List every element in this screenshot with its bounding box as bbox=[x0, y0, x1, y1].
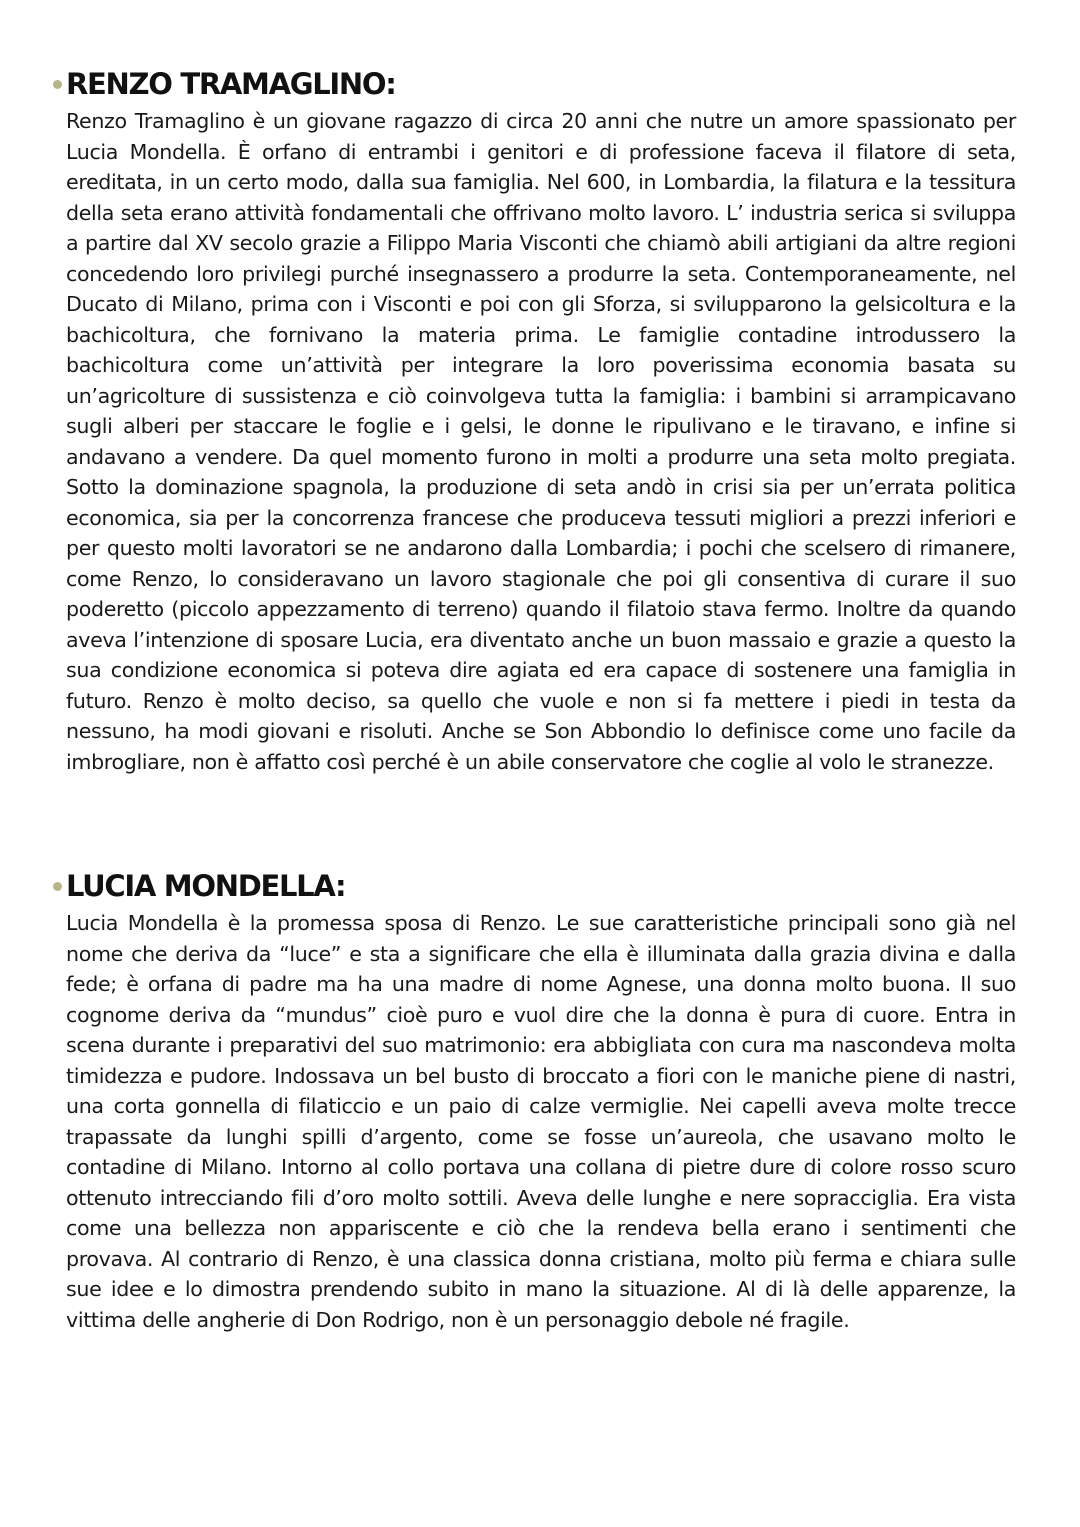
heading-text: RENZO TRAMAGLINO: bbox=[66, 67, 396, 101]
bullet-dot-icon bbox=[53, 882, 62, 891]
section-renzo-tramaglino bbox=[66, 64, 1016, 777]
section-heading bbox=[66, 866, 1016, 906]
section-lucia-mondella bbox=[66, 866, 1016, 1335]
section-body-text: Renzo Tramaglino è un giovane ragazzo di circa 20 anni che nutre un amore spassionato per Lucia Mondella. È orfano di entrambi i genitori e di professione faceva il filatore di seta, ereditata, in un certo modo, dalla sua famiglia. Nel 600, in Lombardia, la filatura e la tessitura della seta erano attività fondamentali che offrivano molto lavoro. L’ industria serica si sviluppa a partire dal XV secolo grazie a Filippo Maria Visconti che chiamò abili artigiani da altre regioni concedendo loro privilegi purché insegnassero a produrre la seta. Contemporaneamente, nel Ducato di Milano, prima con i Visconti e poi con gli Sforza, si svilupparono la gelsicoltura e la bachicoltura, che fornivano la materia prima. Le famiglie contadine introdussero la bachicoltura come un’attività per integrare la loro poverissima economia basata su un’agricolture di sussistenza e ciò coinvolgeva tutta la famiglia: i bambini si arrampicavano sugli alberi per staccare le foglie e i gelsi, le donne le ripulivano e le tiravano, e infine si andavano a vendere. Da quel momento furono in molti a produrre una seta molto pregiata. Sotto la dominazione spagnola, la produzione di seta andò in crisi sia per un’errata politica economica, sia per la concorrenza francese che produceva tessuti migliori a prezzi inferiori e per questo molti lavoratori se ne andarono dalla Lombardia; i pochi che scelsero di rimanere, come Renzo, lo consideravano un lavoro stagionale che poi gli consentiva di curare il suo poderetto (piccolo appezzamento di terreno) quando il filatoio stava fermo. Inoltre da quando aveva l’intenzione di sposare Lucia, era diventato anche un buon massaio e grazie a questo la sua condizione economica si poteva dire agiata ed era capace di sostenere una famiglia in futuro. Renzo è molto deciso, sa quello che vuole e non si fa mettere i piedi in testa da nessuno, ha modi giovani e risoluti. Anche se Son Abbondio lo definisce come uno facile da imbrogliare, non è affatto così perché è un abile conservatore che coglie al volo le stranezze. bbox=[66, 109, 1016, 774]
section-body-text: Lucia Mondella è la promessa sposa di Renzo. Le sue caratteristiche principali sono già nel nome che deriva da “luce” e sta a significare che ella è illuminata dalla grazia divina e dalla fede; è orfana di padre ma ha una madre di nome Agnese, una donna molto buona. Il suo cognome deriva da “mundus” cioè puro e vuol dire che la donna è pura di cuore. Entra in scena durante i preparativi del suo matrimonio: era abbigliata con cura ma nascondeva molta timidezza e pudore. Indossava un bel busto di broccato a fiori con le maniche piene di nastri, una corta gonnella di filaticcio e un paio di calze vermiglie. Nei capelli aveva molte trecce trapassate da lunghi spilli d’argento, come se fosse un’aureola, che usavano molto le contadine di Milano. Intorno al collo portava una collana di pietre dure di colore rosso scuro ottenuto intrecciando fili d’oro molto sottili. Aveva delle lunghe e nere sopracciglia. Era vista come una bellezza non appariscente e ciò che la rendeva bella erano i sentimenti che provava. Al contrario di Renzo, è una classica donna cristiana, molto più ferma e chiara sulle sue idee e lo dimostra prendendo subito in mano la situazione. Al di là delle apparenze, la vittima delle angherie di Don Rodrigo, non è un personaggio debole né fragile. bbox=[66, 911, 1016, 1332]
section-heading bbox=[66, 64, 1016, 104]
heading-text: LUCIA MONDELLA: bbox=[66, 869, 346, 903]
bullet-dot-icon bbox=[53, 80, 62, 89]
